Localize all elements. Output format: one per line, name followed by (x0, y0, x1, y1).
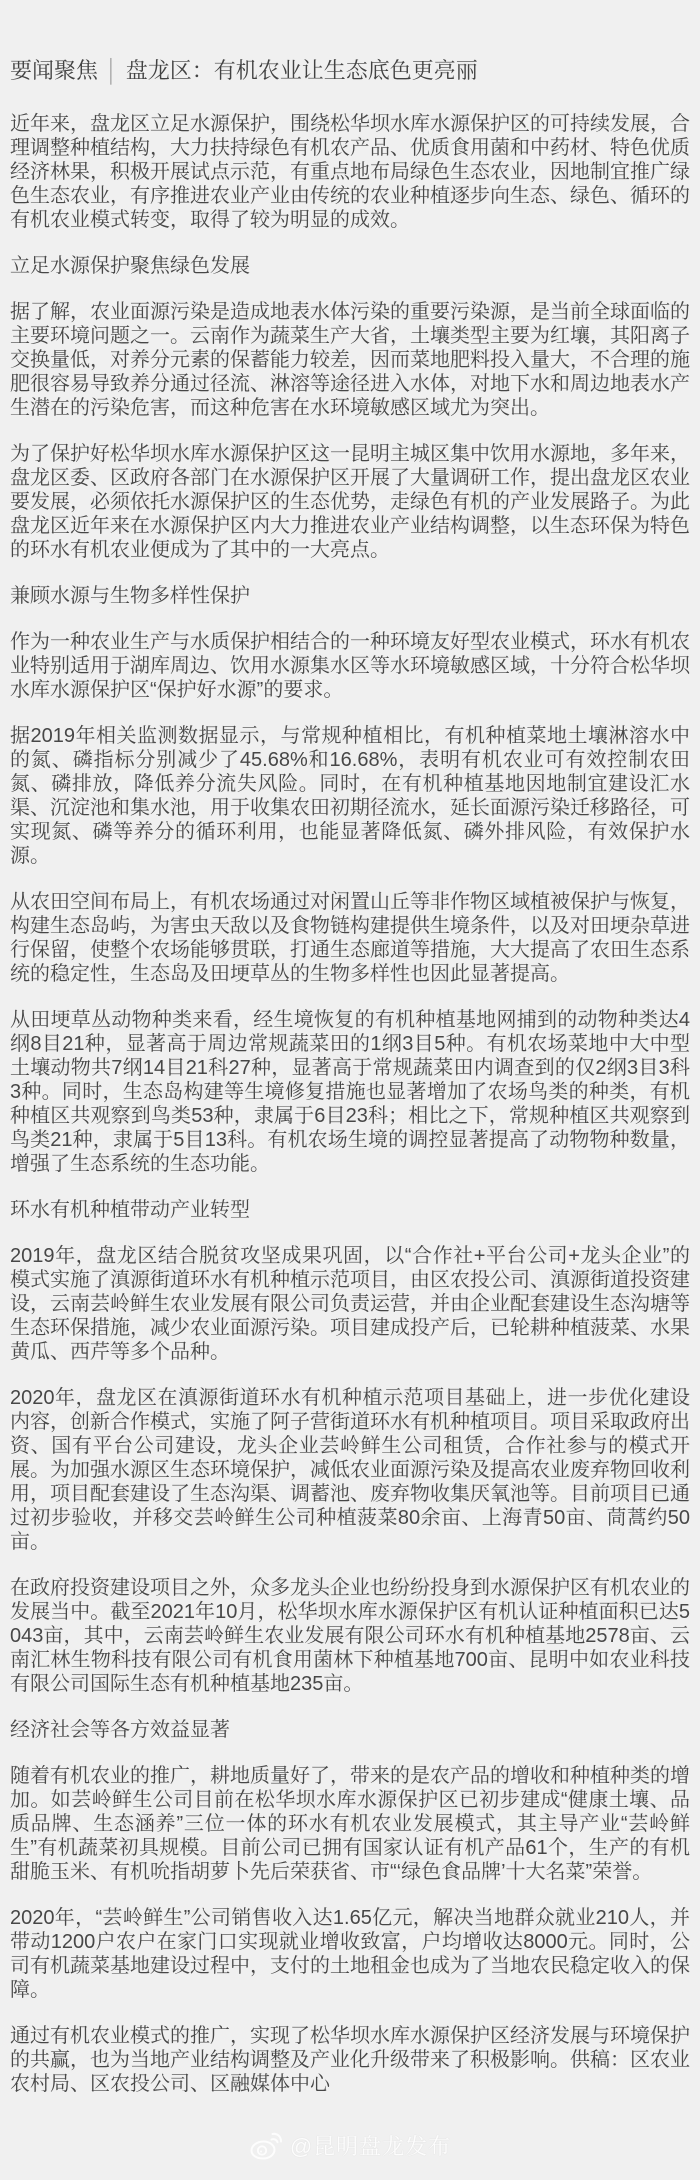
article-title (10, 56, 690, 86)
article-paragraph: 在政府投资建设项目之外，众多龙头企业也纷纷投身到水源保护区有机农业的发展当中。截至2021年10月，松华坝水库水源保护区有机认证种植面积已达5043亩，其中，云南芸岭鲜生农业发展有限公司环水有机种植基地2578亩、云南汇林生物科技有限公司有机食用菌林下种植基地700亩、昆明中如农业科技有限公司国际生态有机种植基地235亩。 (10, 1577, 690, 1695)
section-heading: 兼顾水源与生物多样性保护 (10, 585, 250, 607)
article-paragraph: 据2019年相关监测数据显示，与常规种植相比，有机种植菜地土壤淋溶水中的氮、磷指标分别减少了45.68%和16.68%，表明有机农业可有效控制农田氮、磷排放，降低养分流失风险。同时，在有机种植基地因地制宜建设汇水渠、沉淀池和集水池，用于收集农田初期径流水，延长面源污染迁移路径，可实现氮、磷等养分的循环利用，也能显著降低氮、磷外排风险，有效保护水源。 (10, 725, 690, 867)
article-paragraph: 通过有机农业模式的推广，实现了松华坝水库水源保护区经济发展与环境保护的共赢，也为当地产业结构调整及产业化升级带来了积极影响。供稿：区农业农村局、区农投公司、区融媒体中心 (10, 2025, 690, 2095)
article-title-prefix: 要闻聚焦 (10, 58, 99, 83)
title-separator: │ (105, 58, 119, 83)
article-paragraph: 从田埂草丛动物种类来看，经生境恢复的有机种植基地网捕到的动物种类达4纲8目21种，显著高于周边常规蔬菜田的1纲3目5种。有机农场菜地中大中型土壤动物共7纲14目21科27种，显著高于常规蔬菜田内调查到的仅2纲3目3科3种。同时，生态岛构建等生境修复措施也显著增加了农场鸟类的种类，有机种植区共观察到鸟类53种，隶属于6目23科；相比之下，常规种植区共观察到鸟类21种，隶属于5目13科。有机农场生境的调控显著提高了动物物种数量，增强了生态系统的生态功能。 (10, 1009, 690, 1175)
article-blocks (10, 112, 690, 2096)
article-title-main: 盘龙区：有机农业让生态底色更亮丽 (125, 58, 478, 83)
article-paragraph: 为了保护好松华坝水库水源保护区这一昆明主城区集中饮用水源地，多年来，盘龙区委、区政府各部门在水源保护区开展了大量调研工作，提出盘龙区农业要发展，必须依托水源保护区的生态优势，走绿色有机的产业发展路子。为此盘龙区近年来在水源保护区内大力推进农业产业结构调整，以生态环保为特色的环水有机农业便成为了其中的一大亮点。 (10, 443, 690, 561)
weibo-logo-icon (249, 2131, 283, 2161)
section-heading: 经济社会等各方效益显著 (10, 1719, 230, 1741)
article-paragraph: 作为一种农业生产与水质保护相结合的一种环境友好型农业模式，环水有机农业特别适用于湖库周边、饮用水源集水区等水环境敏感区域，十分符合松华坝水库水源保护区“保护好水源”的要求。 (10, 631, 690, 701)
article-paragraph: 随着有机农业的推广，耕地质量好了，带来的是农产品的增收和种植种类的增加。如芸岭鲜生公司目前在松华坝水库水源保护区已初步建成“健康土壤、品质品牌、生态涵养”三位一体的环水有机农业发展模式，其主导产业“芸岭鲜生”有机蔬菜初具规模。目前公司已拥有国家认证有机产品61个，生产的有机甜脆玉米、有机吮指胡萝卜先后荣获省、市“‘绿色食品牌’十大名菜”荣誉。 (10, 1765, 690, 1883)
section-heading: 立足水源保护聚焦绿色发展 (10, 255, 250, 277)
article-paragraph: 2020年，“芸岭鲜生”公司销售收入达1.65亿元，解决当地群众就业210人，并带动1200户农户在家门口实现就业增收致富，户均增收达8000元。同时，公司有机蔬菜基地建设过程中，支付的土地租金也成为了当地农民稳定收入的保障。 (10, 1907, 690, 2001)
section-heading: 环水有机种植带动产业转型 (10, 1199, 250, 1221)
article-paragraph: 据了解，农业面源污染是造成地表水体污染的重要污染源，是当前全球面临的主要环境问题之一。云南作为蔬菜生产大省，土壤类型主要为红壤，其阳离子交换量低，对养分元素的保蓄能力较差，因而菜地肥料投入量大，不合理的施肥很容易导致养分通过径流、淋溶等途径进入水体，对地下水和周边地表水产生潜在的污染危害，而这种危害在水环境敏感区域尤为突出。 (10, 301, 690, 419)
watermark-handle: @昆明盘龙发布 (289, 2134, 452, 2159)
article-paragraph: 近年来，盘龙区立足水源保护，围绕松华坝水库水源保护区的可持续发展，合理调整种植结构，大力扶持绿色有机农产品、优质食用菌和中药材、特色优质经济林果，积极开展试点示范，有重点地布局绿色生态农业，因地制宜推广绿色生态农业，有序推进农业产业由传统的农业种植逐步向生态、绿色、循环的有机农业模式转变，取得了较为明显的成效。 (10, 113, 690, 231)
article-paragraph: 2020年，盘龙区在滇源街道环水有机种植示范项目基础上，进一步优化建设内容，创新合作模式，实施了阿子营街道环水有机种植项目。项目采取政府出资、国有平台公司建设，龙头企业芸岭鲜生公司租赁，合作社参与的模式开展。为加强水源区生态环境保护，减低农业面源污染及提高农业废弃物回收利用，项目配套建设了生态沟渠、调蓄池、废弃物收集厌氧池等。目前项目已通过初步验收，并移交芸岭鲜生公司种植菠菜80余亩、上海青50亩、茼蒿约50亩。 (10, 1387, 690, 1553)
article-paragraph: 从农田空间布局上，有机农场通过对闲置山丘等非作物区域植被保护与恢复，构建生态岛屿，为害虫天敌以及食物链构建提供生境条件，以及对田埂杂草进行保留，使整个农场能够贯联，打通生态廊道等措施，大大提高了农田生态系统的稳定性，生态岛及田埂草丛的生物多样性也因此显著提高。 (10, 891, 690, 985)
article-paragraph: 2019年，盘龙区结合脱贫攻坚成果巩固，以“合作社+平台公司+龙头企业”的模式实施了滇源街道环水有机种植示范项目，由区农投公司、滇源街道投资建设，云南芸岭鲜生农业发展有限公司负责运营，并由企业配套建设生态沟塘等生态环保措施，减少农业面源污染。项目建成投产后，已轮耕种植菠菜、水果黄瓜、西芹等多个品种。 (10, 1245, 690, 1363)
watermark (10, 2130, 690, 2161)
